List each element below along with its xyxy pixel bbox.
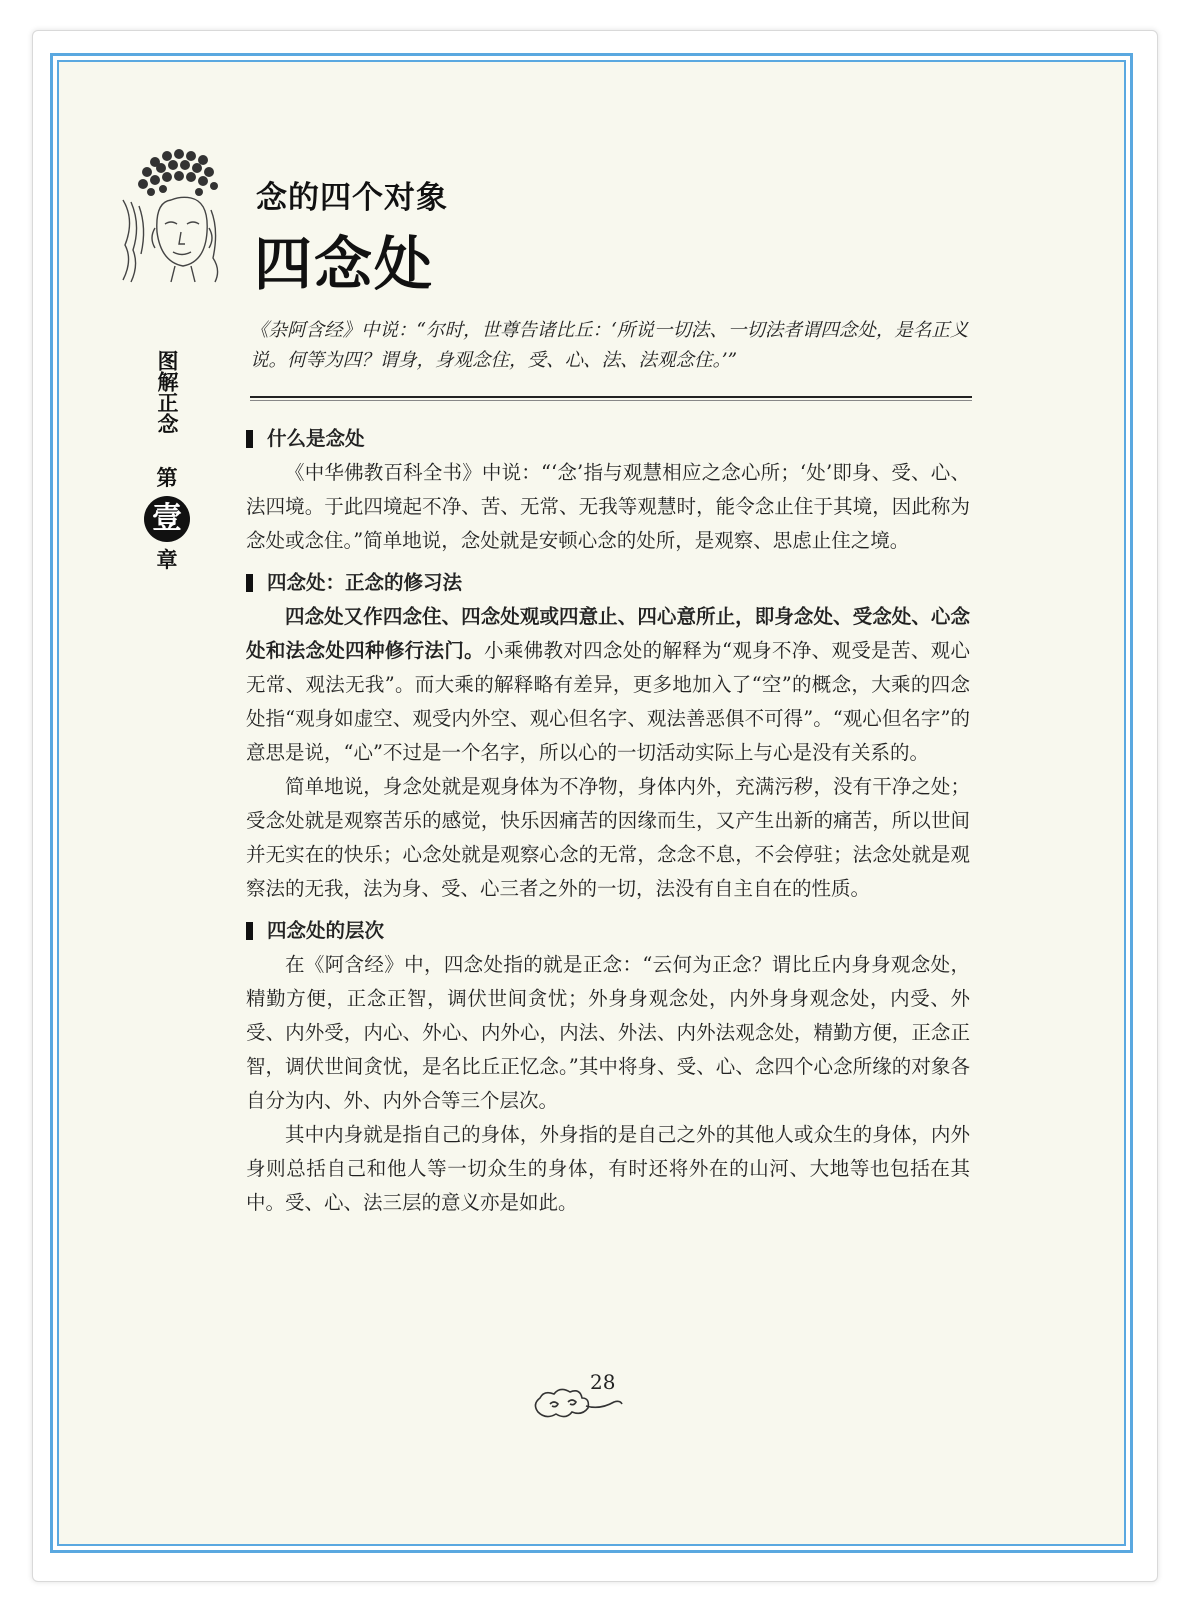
section-heading <box>246 422 970 456</box>
section-heading <box>246 914 970 948</box>
heading-bar-icon <box>246 574 253 592</box>
page-title: 四念处 <box>254 230 435 298</box>
section-heading-text: 什么是念处 <box>267 427 365 450</box>
section-heading-text: 四念处的层次 <box>267 919 385 942</box>
paragraph: 《中华佛教百科全书》中说：“‘念’指与观慧相应之念心所；‘处’即身、受、心、法四境。于此四境起不净、苦、无常、无我等观慧时，能令念止住于其境，因此称为念处或念住。”简单地说，念处就是安顿心念的处所，是观察、思虑止住之境。 <box>246 461 970 552</box>
epigraph-quote: 《杂阿含经》中说：“尔时，世尊告诸比丘：‘所说一切法、一切法者谓四念处，是名正义说。何等为四？谓身，身观念住，受、心、法、法观念住。’” <box>250 320 969 371</box>
divider-line <box>250 396 972 398</box>
divider-line-thin <box>250 400 972 401</box>
paragraph: 在《阿含经》中，四念处指的就是正念：“云何为正念？谓比丘内身身观念处，精勤方便，正念正智，调伏世间贪忧；外身身观念处，内外身身观念处，内受、外受、内外受，内心、外心、内外心，内法、外法、内外法观念处，精勤方便，正念正智，调伏世间贪忧，是名比丘正忆念。”其中将身、受、心、念四个心念所缘的对象各自分为内、外、内外合等三个层次。 <box>246 953 970 1112</box>
chapter-prefix: 第 <box>156 466 178 490</box>
paragraph: 简单地说，身念处就是观身体为不净物，身体内外，充满污秽，没有干净之处；受念处就是观察苦乐的感觉，快乐因痛苦的因缘而生，又产生出新的痛苦，所以世间并无实在的快乐；心念处就是观察心念的无常，念念不息，不会停驻；法念处就是观察法的无我，法为身、受、心三者之外的一切，法没有自主自在的性质。 <box>246 775 970 900</box>
paragraph: 其中内身就是指自己的身体，外身指的是自己之外的其他人或众生的身体，内外身则总括自己和他人等一切众生的身体，有时还将外在的山河、大地等也包括在其中。受、心、法三层的意义亦是如此。 <box>246 1123 970 1214</box>
paragraph-lead-rest: 小乘佛教对四念处的解释为“观身不净、观受是苦、观心无常、观法无我”。而大乘的解释略有差异，更多地加入了“空”的概念，大乘的四念处指“观身如虚空、观受内外空、观心但名字、观法善恶俱不可得”。“观心但名字”的意思是说，“心”不过是一个名字，所以心的一切活动实际上与心是没有关系的。 <box>246 639 970 764</box>
book-series-label: 图解正念 <box>155 350 179 434</box>
section-heading <box>246 566 970 600</box>
section-subtitle: 念的四个对象 <box>256 180 448 216</box>
buddha-portrait-icon <box>115 140 225 285</box>
chapter-number-badge: 壹 <box>144 496 190 542</box>
paragraph-lead-bold: 四念处又作四念住、四念处观或四意止、四心意所止，即身念处、受念处、心念处和法念处四种修行法门。 <box>246 605 970 662</box>
page-number: 28 <box>590 1370 616 1394</box>
heading-bar-icon <box>246 430 253 448</box>
paragraph <box>246 600 970 770</box>
main-content <box>246 422 970 1220</box>
cloud-ornament-icon <box>530 1380 625 1425</box>
chapter-suffix: 章 <box>156 548 178 572</box>
section-heading-text: 四念处：正念的修习法 <box>267 571 463 594</box>
heading-bar-icon <box>246 922 253 940</box>
chapter-side-label <box>150 340 184 572</box>
